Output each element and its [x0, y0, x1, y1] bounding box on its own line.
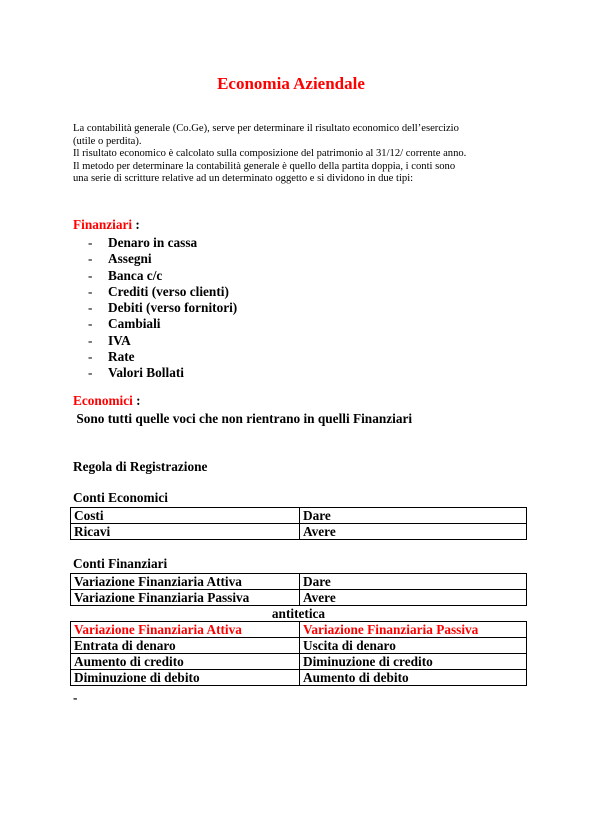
table-cell: Diminuzione di debito: [71, 670, 300, 686]
table-row: [71, 524, 527, 540]
list-item-label: Crediti (verso clienti): [108, 283, 229, 299]
intro-line: una serie di scritture relative ad un determinato oggetto e si dividono in due tipi:: [73, 173, 414, 184]
list-item: [73, 284, 237, 300]
list-dash: -: [88, 283, 93, 299]
table-row: [71, 590, 527, 606]
list-dash: -: [88, 251, 93, 267]
table-row: [71, 638, 527, 654]
finanziari-list: [73, 235, 237, 382]
intro-line: Il metodo per determinare la contabilità generale è quello della partita doppia, i conti sono: [73, 160, 456, 172]
table-cell: Aumento di credito: [71, 654, 300, 670]
intro-line: Il risultato economico è calcolato sulla composizione del patrimonio al 31/12/ corrente anno.: [73, 148, 467, 159]
table-cell: Costi: [71, 508, 300, 524]
table-row: [71, 606, 527, 622]
list-item: [73, 235, 237, 251]
list-item-label: Denaro in cassa: [108, 235, 198, 250]
conti-finanziari-table: [70, 573, 527, 686]
list-item-label: Valori Bollati: [108, 365, 184, 381]
finanziari-colon: :: [132, 217, 140, 232]
table-row: [71, 654, 527, 670]
list-item-label: Cambiali: [108, 316, 161, 332]
table-cell: Dare: [300, 574, 527, 590]
table-cell: Variazione Finanziaria Passiva: [71, 590, 300, 606]
list-dash: -: [88, 235, 93, 250]
table-cell: Entrata di denaro: [71, 638, 300, 654]
list-dash: -: [88, 365, 93, 381]
table-cell: Variazione Finanziaria Attiva: [71, 574, 300, 590]
list-item: [73, 365, 237, 381]
conti-economici-heading: Conti Economici: [73, 490, 168, 505]
economici-note: Sono tutti quelle voci che non rientrano in quelli Finanziari: [73, 411, 413, 426]
conti-finanziari-heading: Conti Finanziari: [73, 556, 168, 571]
table-row: [71, 508, 527, 524]
list-item: [73, 349, 237, 365]
intro-line: (utile o perdita).: [73, 135, 142, 147]
list-item: [73, 268, 237, 284]
economici-colon: :: [132, 393, 141, 408]
list-dash: -: [88, 349, 93, 365]
economici-heading: [73, 393, 141, 409]
list-item-label: Assegni: [108, 251, 152, 267]
table-cell: Dare: [300, 508, 527, 524]
list-item-label: Debiti (verso fornitori): [108, 300, 238, 316]
list-dash: -: [88, 332, 93, 348]
intro-line: La contabilità generale (Co.Ge), serve per determinare il risultato economico dell’esercizio: [73, 123, 459, 134]
trailing-dash: -: [73, 690, 78, 705]
list-item-label: Banca c/c: [108, 267, 163, 283]
column-header-attiva: Variazione Finanziaria Attiva: [71, 622, 300, 638]
economici-label: Economici: [73, 393, 133, 408]
list-item: [73, 300, 237, 316]
table-row: [71, 574, 527, 590]
list-item: [73, 333, 237, 349]
finanziari-heading: [73, 217, 140, 233]
page-title: Economia Aziendale: [217, 74, 365, 93]
list-item: [73, 316, 237, 332]
table-cell: Diminuzione di credito: [300, 654, 527, 670]
antitetica-label: antitetica: [71, 606, 527, 622]
column-header-passiva: Variazione Finanziaria Passiva: [300, 622, 527, 638]
conti-economici-table: [70, 507, 527, 540]
table-cell: Aumento di debito: [300, 670, 527, 686]
list-item-label: IVA: [108, 332, 131, 348]
table-cell: Ricavi: [71, 524, 300, 540]
intro-paragraph: [73, 123, 533, 186]
table-cell: Avere: [300, 590, 527, 606]
table-header-row: [71, 622, 527, 638]
regola-heading: Regola di Registrazione: [73, 459, 208, 474]
list-dash: -: [88, 267, 93, 283]
table-cell: Uscita di denaro: [300, 638, 527, 654]
table-cell: Avere: [300, 524, 527, 540]
list-dash: -: [88, 316, 93, 332]
list-dash: -: [88, 300, 93, 316]
table-row: [71, 670, 527, 686]
list-item: [73, 251, 237, 267]
list-item-label: Rate: [108, 349, 135, 365]
finanziari-label: Finanziari: [73, 217, 133, 232]
